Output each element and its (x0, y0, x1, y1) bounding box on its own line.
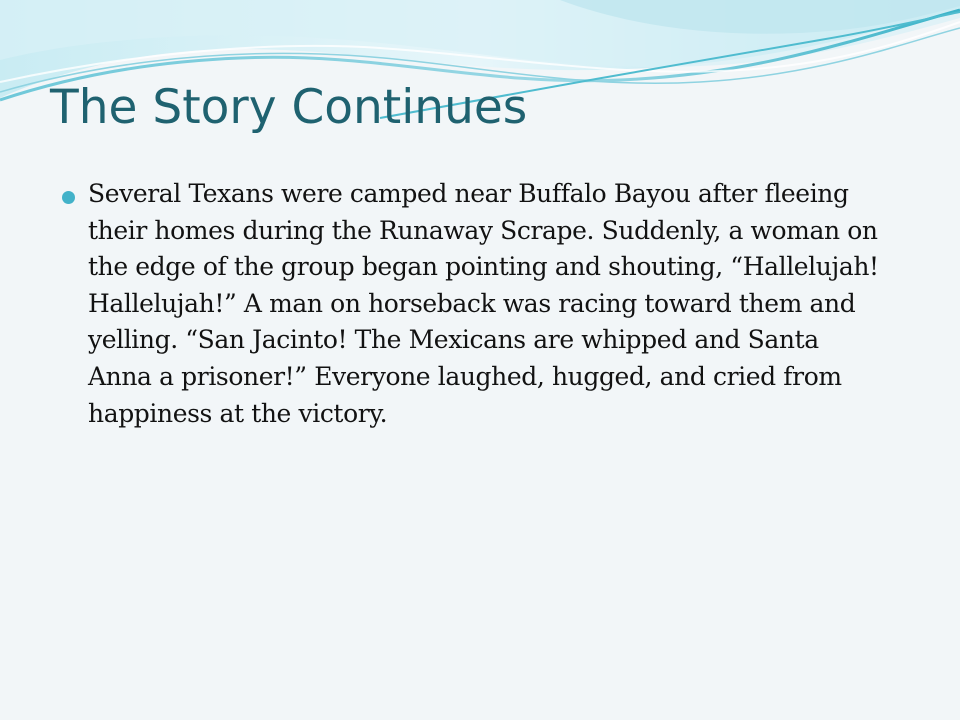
bullet-text: Several Texans were camped near Buffalo Bayou after fleeing their homes during the Runaway Scrape. Suddenly, a woman on the edge of the group began pointing and shouting, “Hallelujah! Hallelujah!” A man on horseback was racing toward them and yelling. “San Jacinto! The Mexicans are whipped and Santa Anna a prisoner!” Everyone laughed, hugged, and cried from happiness at the victory. (88, 179, 879, 428)
bullet-dot-icon (62, 191, 75, 204)
bullet-item (62, 176, 882, 432)
slide-title: The Story Continues (50, 80, 528, 135)
bullet-list (62, 176, 882, 432)
